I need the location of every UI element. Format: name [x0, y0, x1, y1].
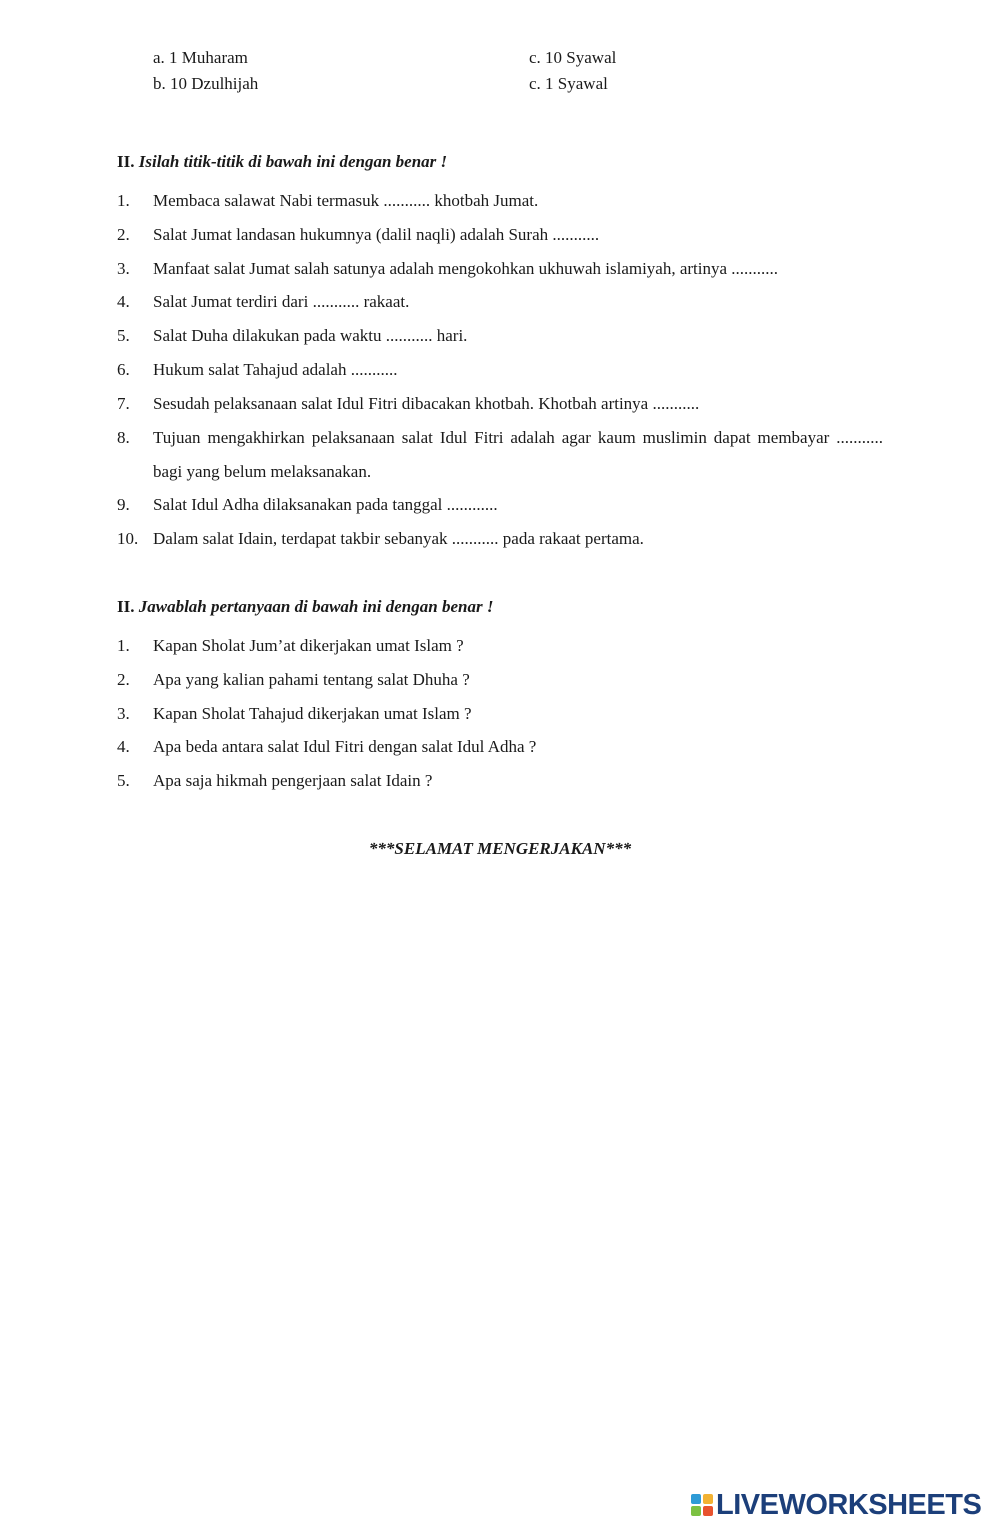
item-number: 5. — [117, 326, 130, 345]
liveworksheets-mark-icon — [691, 1494, 713, 1516]
section-title: Isilah titik-titik di bawah ini dengan benar ! — [138, 152, 448, 171]
item-text: Sesudah pelaksanaan salat Idul Fitri dibacakan khotbah. Khotbah artinya ........... — [153, 394, 700, 413]
item-number: 6. — [117, 360, 130, 379]
item-text: Manfaat salat Jumat salah satunya adalah mengokohkan ukhuwah islamiyah, artinya ........... — [153, 259, 779, 278]
item-text: Salat Jumat landasan hukumnya (dalil naqli) adalah Surah ........... — [153, 225, 600, 244]
question-item — [117, 764, 883, 798]
item-text: Apa saja hikmah pengerjaan salat Idain ? — [153, 771, 433, 790]
section-number: II. — [117, 597, 135, 616]
closing-message: ***SELAMAT MENGERJAKAN*** — [368, 839, 632, 858]
fill-item — [117, 353, 883, 387]
item-text: Kapan Sholat Jum’at dikerjakan umat Islam ? — [153, 636, 464, 655]
fill-item — [117, 285, 883, 319]
item-number: 7. — [117, 394, 130, 413]
option-b: b. 10 Dzulhijah — [153, 74, 259, 93]
section-number: II. — [117, 152, 135, 171]
question-item — [117, 697, 883, 731]
item-text: Salat Jumat terdiri dari ........... rakaat. — [153, 292, 410, 311]
section-fill-heading — [117, 151, 447, 173]
fill-item — [117, 387, 883, 421]
section-title: Jawablah pertanyaan di bawah ini dengan benar ! — [138, 597, 494, 616]
question-item — [117, 663, 883, 697]
fill-item — [117, 184, 883, 218]
item-text: Dalam salat Idain, terdapat takbir sebanyak ........... pada rakaat pertama. — [153, 529, 644, 548]
item-number: 2. — [117, 670, 130, 689]
fill-item — [117, 421, 883, 489]
item-number: 1. — [117, 636, 130, 655]
option-c1: c. 10 Syawal — [529, 48, 617, 67]
item-number: 3. — [117, 259, 130, 278]
item-number: 9. — [117, 495, 130, 514]
item-number: 4. — [117, 737, 130, 756]
item-text: Apa yang kalian pahami tentang salat Dhuha ? — [153, 670, 470, 689]
item-text: Salat Idul Adha dilaksanakan pada tanggal ............ — [153, 495, 498, 514]
item-number: 1. — [117, 191, 130, 210]
section-answer-heading — [117, 596, 493, 618]
question-item — [117, 730, 883, 764]
item-text: Membaca salawat Nabi termasuk ........... khotbah Jumat. — [153, 191, 539, 210]
item-number: 5. — [117, 771, 130, 790]
option-a: a. 1 Muharam — [153, 48, 248, 67]
liveworksheets-logo[interactable] — [691, 1488, 981, 1522]
item-number: 3. — [117, 704, 130, 723]
item-number: 8. — [117, 428, 130, 447]
item-text: Kapan Sholat Tahajud dikerjakan umat Islam ? — [153, 704, 472, 723]
option-c2: c. 1 Syawal — [529, 74, 608, 93]
item-text: Hukum salat Tahajud adalah ........... — [153, 360, 398, 379]
item-number: 10. — [117, 529, 139, 548]
fill-item — [117, 218, 883, 252]
item-text: Tujuan mengakhirkan pelaksanaan salat Idul Fitri adalah agar kaum muslimin dapat membayar ........... bagi yang belum melaksanakan. — [153, 428, 883, 481]
fill-item — [117, 522, 883, 556]
question-item — [117, 629, 883, 663]
fill-item — [117, 319, 883, 353]
item-text: Apa beda antara salat Idul Fitri dengan salat Idul Adha ? — [153, 737, 537, 756]
item-number: 2. — [117, 225, 130, 244]
fill-item — [117, 252, 883, 286]
fill-item — [117, 488, 883, 522]
item-text: Salat Duha dilakukan pada waktu ........... hari. — [153, 326, 468, 345]
brand-name: LIVEWORKSHEETS — [716, 1488, 982, 1521]
item-number: 4. — [117, 292, 130, 311]
